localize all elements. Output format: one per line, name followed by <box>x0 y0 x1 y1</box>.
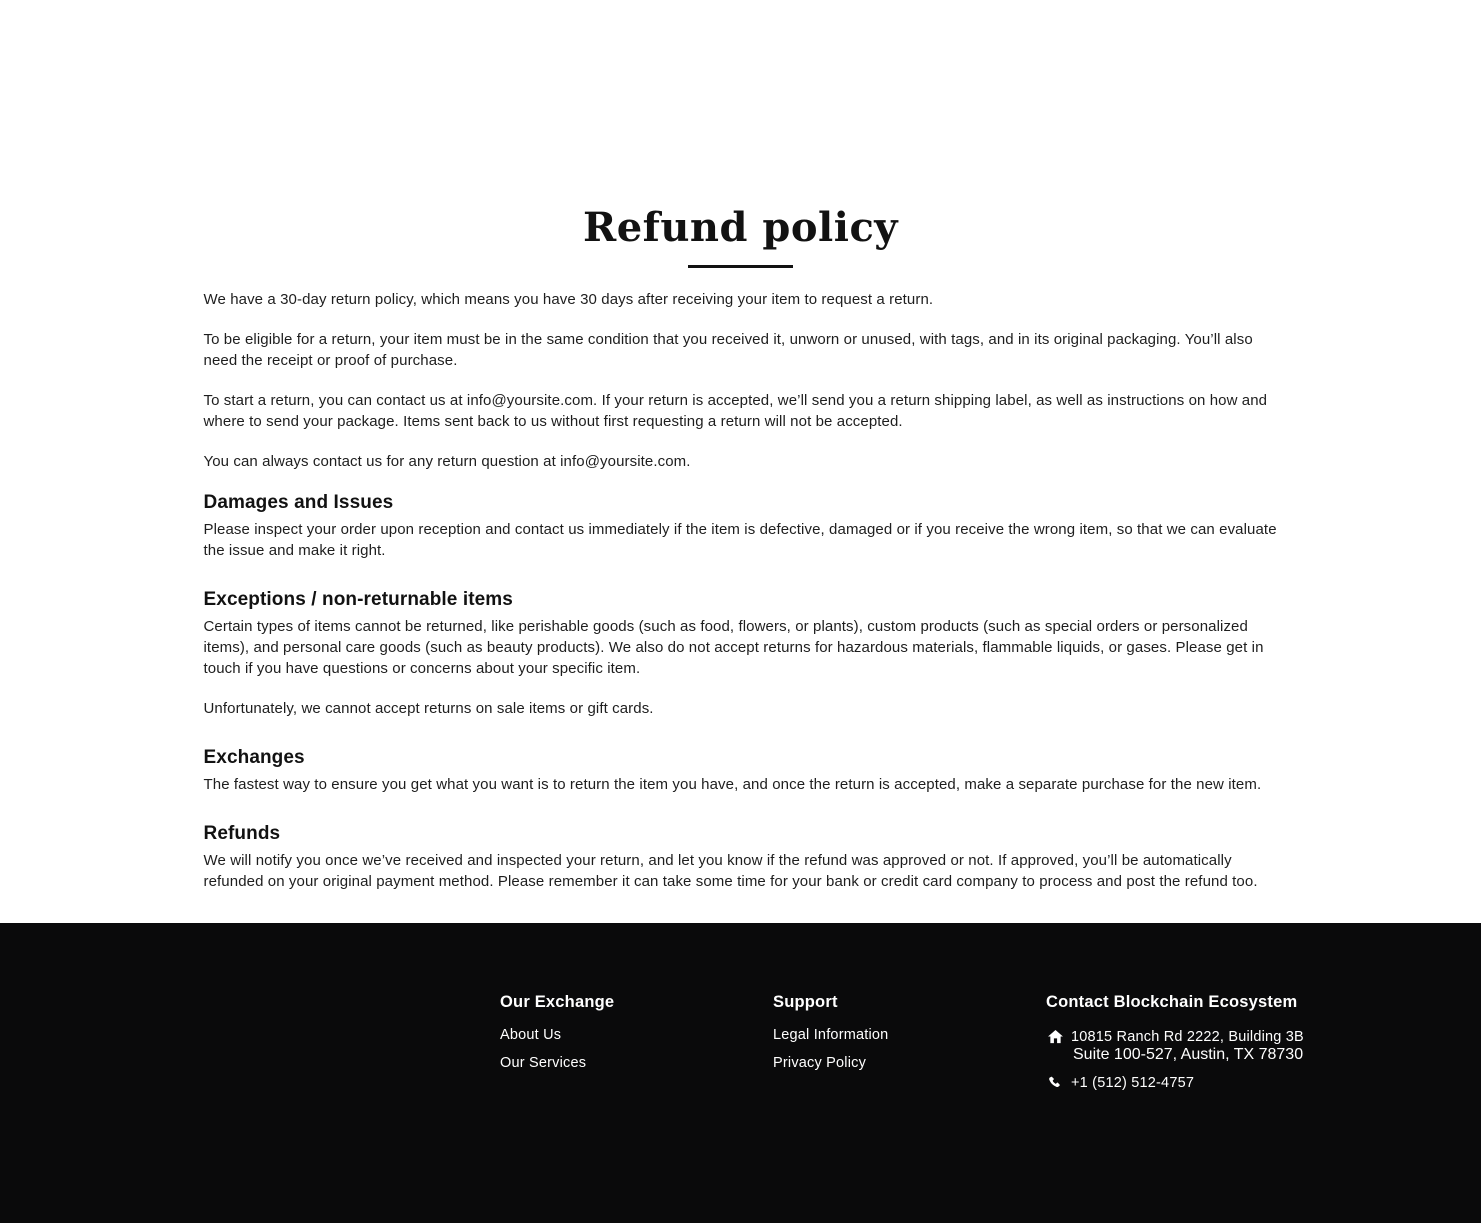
intro-paragraph: You can always contact us for any return question at info@yoursite.com. <box>203 453 691 470</box>
footer-link-legal-information[interactable]: Legal Information <box>773 1027 889 1043</box>
footer <box>0 923 1481 1223</box>
footer-heading-support: Support <box>773 993 838 1011</box>
house-icon <box>1048 1030 1063 1044</box>
phone-icon <box>1048 1076 1063 1089</box>
intro-paragraph: We have a 30-day return policy, which means you have 30 days after receiving your item to request a return. <box>203 291 934 308</box>
page-title: Refund policy <box>582 204 899 251</box>
footer-heading-contact: Contact Blockchain Ecosystem <box>1046 993 1298 1011</box>
section-paragraph: Please inspect your order upon reception and contact us immediately if the item is defective, damaged or if you receive the wrong item, so that we can evaluate the issue and make it right. <box>203 521 1277 559</box>
footer-phone: +1 (512) 512-4757 <box>1071 1075 1195 1091</box>
intro-paragraph: To be eligible for a return, your item must be in the same condition that you received it, unworn or unused, with tags, and in its original packaging. You’ll also need the receipt or proof of purchase. <box>203 331 1253 369</box>
section-heading-exceptions: Exceptions / non-returnable items <box>203 589 513 610</box>
footer-heading-our-exchange: Our Exchange <box>500 993 615 1011</box>
section-heading-exchanges: Exchanges <box>203 747 305 768</box>
policy-content <box>204 289 1278 892</box>
footer-link-about-us[interactable]: About Us <box>500 1027 562 1043</box>
main-content <box>204 0 1278 892</box>
section-heading-damages: Damages and Issues <box>203 492 394 513</box>
footer-column-contact <box>1046 994 1304 1092</box>
footer-address-line2: Suite 100-527, Austin, TX 78730 <box>1073 1046 1304 1063</box>
footer-column-our-exchange <box>500 994 773 1092</box>
footer-phone-row <box>1046 1074 1304 1092</box>
footer-column-support <box>773 994 1046 1092</box>
footer-address-line1: 10815 Ranch Rd 2222, Building 3B <box>1071 1029 1304 1045</box>
section-paragraph: Unfortunately, we cannot accept returns on sale items or gift cards. <box>203 700 654 717</box>
section-paragraph: The fastest way to ensure you get what you want is to return the item you have, and once the return is accepted, make a separate purchase for the new item. <box>203 776 1262 793</box>
section-paragraph: We will notify you once we’ve received and inspected your return, and let you know if the refund was approved or not. If approved, you’ll be automatically refunded on your original payment method. Please remember it can take some time for your bank or credit card company to process and post the refund too. <box>203 852 1258 890</box>
footer-link-privacy-policy[interactable]: Privacy Policy <box>773 1055 867 1071</box>
title-divider <box>688 265 793 268</box>
intro-paragraph: To start a return, you can contact us at info@yoursite.com. If your return is accepted, we’ll send you a return shipping label, as well as instructions on how and where to send your package. Items sent back to us without first requesting a return will not be accepted. <box>203 392 1268 430</box>
footer-address <box>1046 1028 1304 1064</box>
section-paragraph: Certain types of items cannot be returned, like perishable goods (such as food, flowers, or plants), custom products (such as special orders or personalized items), and personal care goods (such as beauty products). We also do not accept returns for hazardous materials, flammable liquids, or gases. Please get in touch if you have questions or concerns about your specific item. <box>203 618 1264 677</box>
section-heading-refunds: Refunds <box>203 823 281 844</box>
footer-link-our-services[interactable]: Our Services <box>500 1055 587 1071</box>
